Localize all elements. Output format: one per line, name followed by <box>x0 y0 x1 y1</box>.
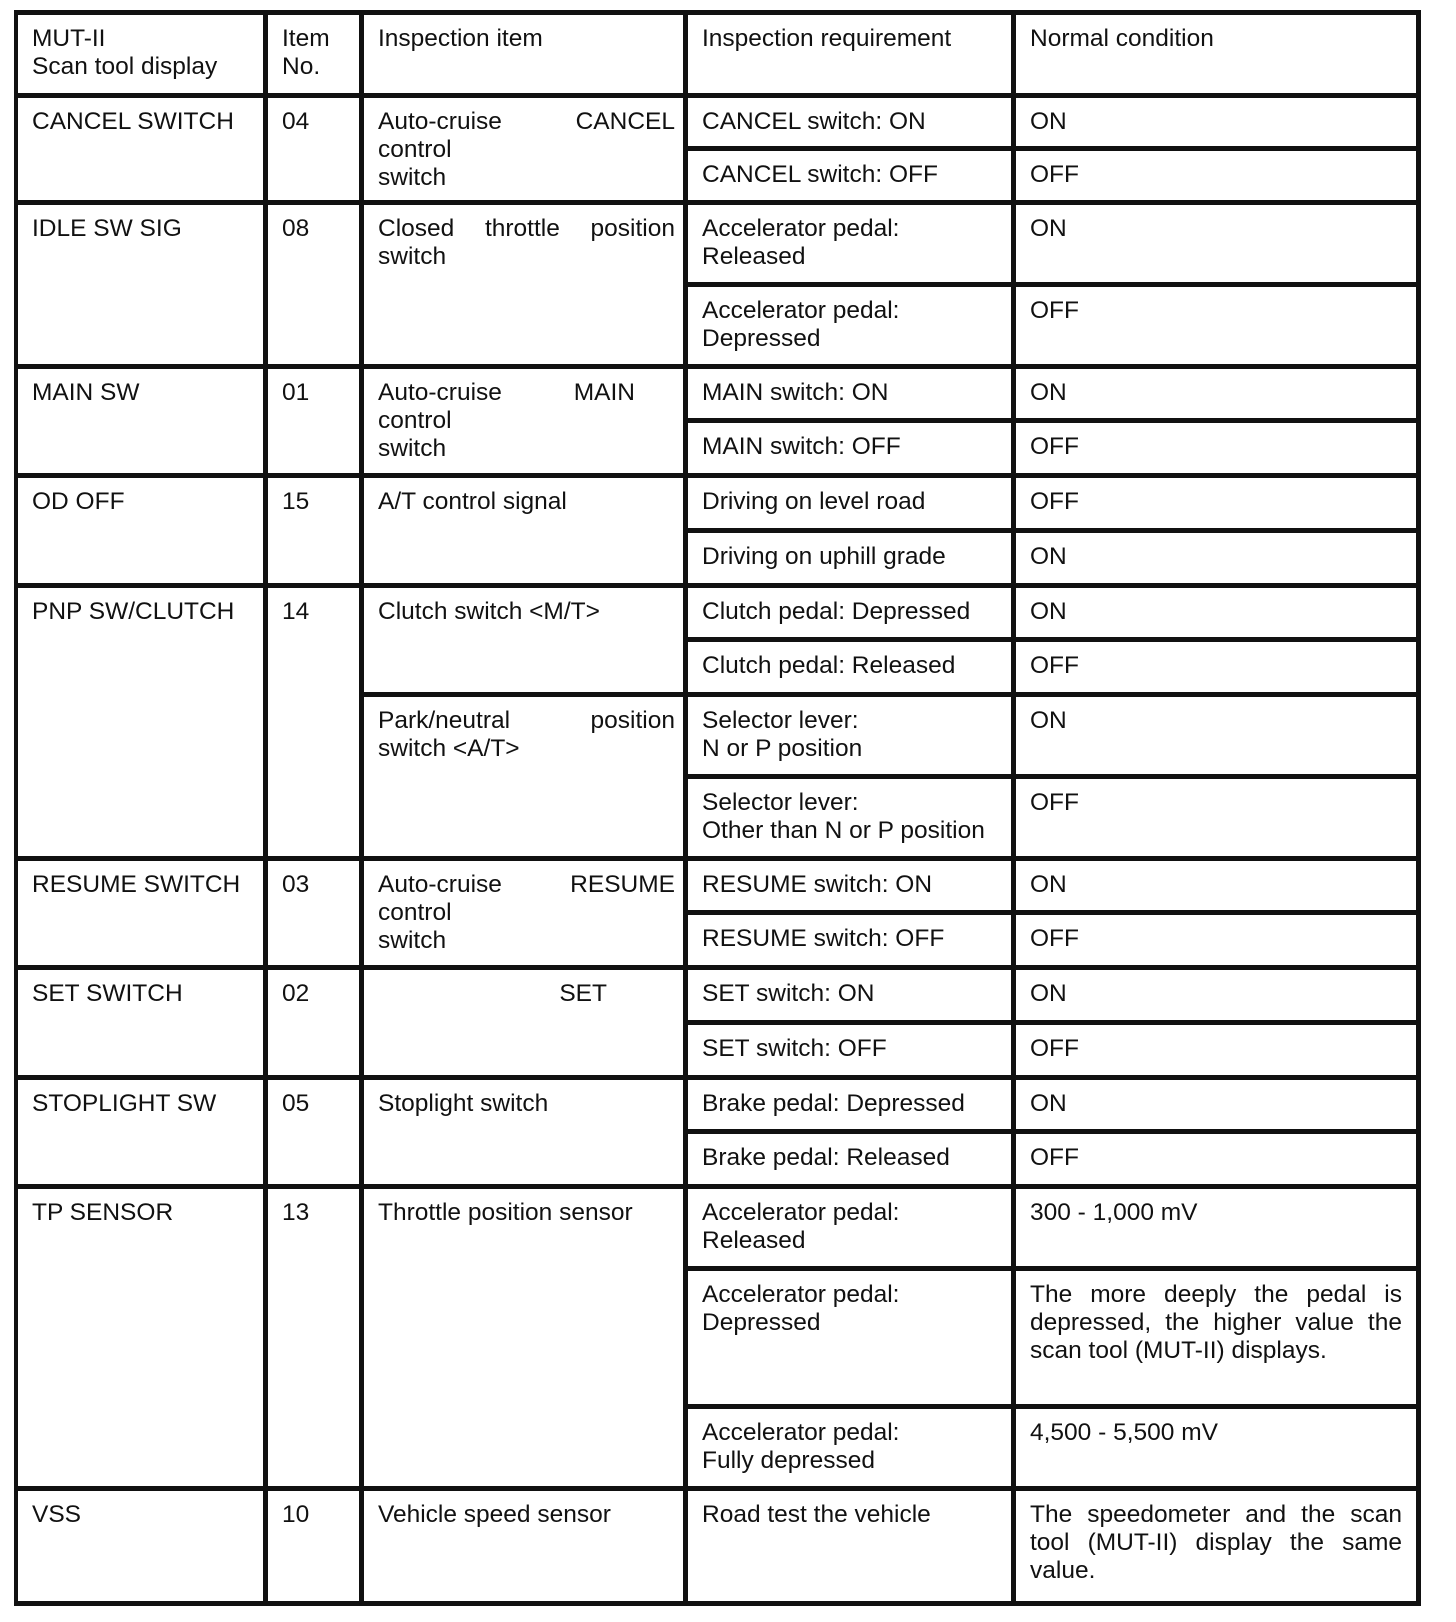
cell-requirement: Driving on level road <box>688 478 1016 533</box>
cell-item-no: 03 <box>268 861 364 971</box>
cell-requirement: Accelerator pedal: Fully depressed <box>688 1409 1016 1491</box>
item-word: switch <box>378 434 447 462</box>
item-word: switch <box>378 243 447 271</box>
item-word: control <box>378 898 452 926</box>
cell-normal: ON <box>1016 588 1416 643</box>
cell-requirement: Selector lever: N or P position <box>688 697 1016 779</box>
cell-requirement: Clutch pedal: Released <box>688 642 1016 697</box>
cell-normal: OFF <box>1016 478 1416 533</box>
cell-inspection-item: Throttle position sensor <box>364 1189 688 1491</box>
cell-requirement: RESUME switch: ON <box>688 861 1016 916</box>
cell-item-no: 15 <box>268 478 364 588</box>
cell-inspection-item <box>364 98 688 206</box>
item-word: RESUME <box>570 870 675 898</box>
cell-requirement: Accelerator pedal: Depressed <box>688 287 1016 369</box>
item-word: Closed <box>378 215 455 243</box>
cell-normal: OFF <box>1016 423 1416 478</box>
cell-item-no: 04 <box>268 98 364 206</box>
item-word: throttle <box>484 215 560 243</box>
cell-requirement: MAIN switch: OFF <box>688 423 1016 478</box>
table-row <box>18 205 1416 287</box>
cell-item-no: 10 <box>268 1491 364 1601</box>
header-normal: Normal condition <box>1016 15 1416 98</box>
cell-display: VSS <box>18 1491 268 1601</box>
cell-normal: OFF <box>1016 1134 1416 1189</box>
header-item-no: Item No. <box>268 15 364 98</box>
table-row <box>18 970 1416 1025</box>
item-word: SET <box>559 980 607 1008</box>
cell-normal: ON <box>1016 98 1416 152</box>
cell-normal: ON <box>1016 970 1416 1025</box>
table-row <box>18 478 1416 533</box>
item-word: Auto-cruise <box>378 378 502 406</box>
cell-requirement: Driving on uphill grade <box>688 533 1016 588</box>
cell-requirement: Brake pedal: Depressed <box>688 1080 1016 1135</box>
cell-item-no: 01 <box>268 369 364 479</box>
cell-item-no: 05 <box>268 1080 364 1190</box>
item-word: switch <A/T> <box>378 735 520 763</box>
cell-requirement: CANCEL switch: ON <box>688 98 1016 152</box>
table-row <box>18 369 1416 424</box>
table-row <box>18 588 1416 643</box>
cell-requirement: MAIN switch: ON <box>688 369 1016 424</box>
cell-inspection-item <box>364 205 688 368</box>
cell-item-no: 08 <box>268 205 364 368</box>
cell-normal: ON <box>1016 533 1416 588</box>
cell-display: PNP SW/CLUTCH <box>18 588 268 861</box>
cell-normal: The more deeply the pedal is depressed, the higher value the scan tool (MUT-II) displays. <box>1016 1271 1416 1410</box>
cell-requirement: CANCEL switch: OFF <box>688 151 1016 205</box>
cell-display: RESUME SWITCH <box>18 861 268 971</box>
cell-item-no: 14 <box>268 588 364 861</box>
item-word: MAIN <box>573 378 635 406</box>
cell-requirement: Selector lever: Other than N or P position <box>688 779 1016 861</box>
inspection-table <box>14 10 1421 1606</box>
cell-requirement: SET switch: ON <box>688 970 1016 1025</box>
cell-normal: ON <box>1016 369 1416 424</box>
table-row <box>18 1080 1416 1135</box>
cell-display: STOPLIGHT SW <box>18 1080 268 1190</box>
cell-requirement: Road test the vehicle <box>688 1491 1016 1601</box>
cell-requirement: Accelerator pedal: Released <box>688 205 1016 287</box>
cell-inspection-item <box>364 861 688 971</box>
cell-normal: ON <box>1016 205 1416 287</box>
cell-requirement: Clutch pedal: Depressed <box>688 588 1016 643</box>
item-word: Park/neutral <box>378 707 511 735</box>
cell-inspection-item <box>364 369 688 479</box>
item-word: control <box>378 135 452 163</box>
header-requirement: Inspection requirement <box>688 15 1016 98</box>
cell-display: CANCEL SWITCH <box>18 98 268 206</box>
item-word: CANCEL <box>575 107 675 135</box>
cell-normal: The speedometer and the scan tool (MUT-II) display the same value. <box>1030 1501 1402 1585</box>
cell-item-no: 02 <box>268 970 364 1080</box>
item-word: Auto-cruise <box>378 870 502 898</box>
cell-normal: OFF <box>1016 1025 1416 1080</box>
cell-display: IDLE SW SIG <box>18 205 268 368</box>
item-word: position <box>590 215 675 243</box>
cell-inspection-item: Stoplight switch <box>364 1080 688 1190</box>
cell-normal: OFF <box>1016 287 1416 369</box>
cell-requirement: Accelerator pedal: Released <box>688 1189 1016 1271</box>
cell-normal: ON <box>1016 697 1416 779</box>
table-row <box>18 861 1416 916</box>
cell-normal: 300 - 1,000 mV <box>1016 1189 1416 1271</box>
cell-normal: ON <box>1016 1080 1416 1135</box>
item-word: switch <box>378 926 447 954</box>
cell-requirement: Brake pedal: Released <box>688 1134 1016 1189</box>
cell-inspection-item: Clutch switch <M/T> <box>364 588 688 698</box>
cell-normal: OFF <box>1016 915 1416 970</box>
cell-display: OD OFF <box>18 478 268 588</box>
cell-inspection-item <box>364 697 688 860</box>
header-display: MUT-II Scan tool display <box>18 15 268 98</box>
item-word: control <box>378 406 452 434</box>
cell-display: SET SWITCH <box>18 970 268 1080</box>
cell-normal: OFF <box>1016 642 1416 697</box>
table-row <box>18 1189 1416 1271</box>
cell-normal: OFF <box>1016 151 1416 205</box>
cell-item-no: 13 <box>268 1189 364 1491</box>
cell-requirement: RESUME switch: OFF <box>688 915 1016 970</box>
cell-normal: OFF <box>1016 779 1416 861</box>
cell-requirement: Accelerator pedal: Depressed <box>688 1271 1016 1410</box>
cell-requirement: SET switch: OFF <box>688 1025 1016 1080</box>
cell-normal: ON <box>1016 861 1416 916</box>
table-row <box>18 98 1416 152</box>
cell-display: TP SENSOR <box>18 1189 268 1491</box>
item-word: position <box>590 707 675 735</box>
cell-inspection-item: A/T control signal <box>364 478 688 588</box>
inspection-sheet <box>14 10 1412 1606</box>
item-word: switch <box>378 163 447 191</box>
header-row <box>18 15 1416 98</box>
cell-inspection-item: Vehicle speed sensor <box>364 1491 688 1601</box>
header-inspection-item: Inspection item <box>364 15 688 98</box>
item-word: Auto-cruise <box>378 107 502 135</box>
cell-inspection-item <box>364 970 688 1080</box>
table-row <box>18 1491 1416 1601</box>
cell-normal: 4,500 - 5,500 mV <box>1016 1409 1416 1491</box>
cell-display: MAIN SW <box>18 369 268 479</box>
